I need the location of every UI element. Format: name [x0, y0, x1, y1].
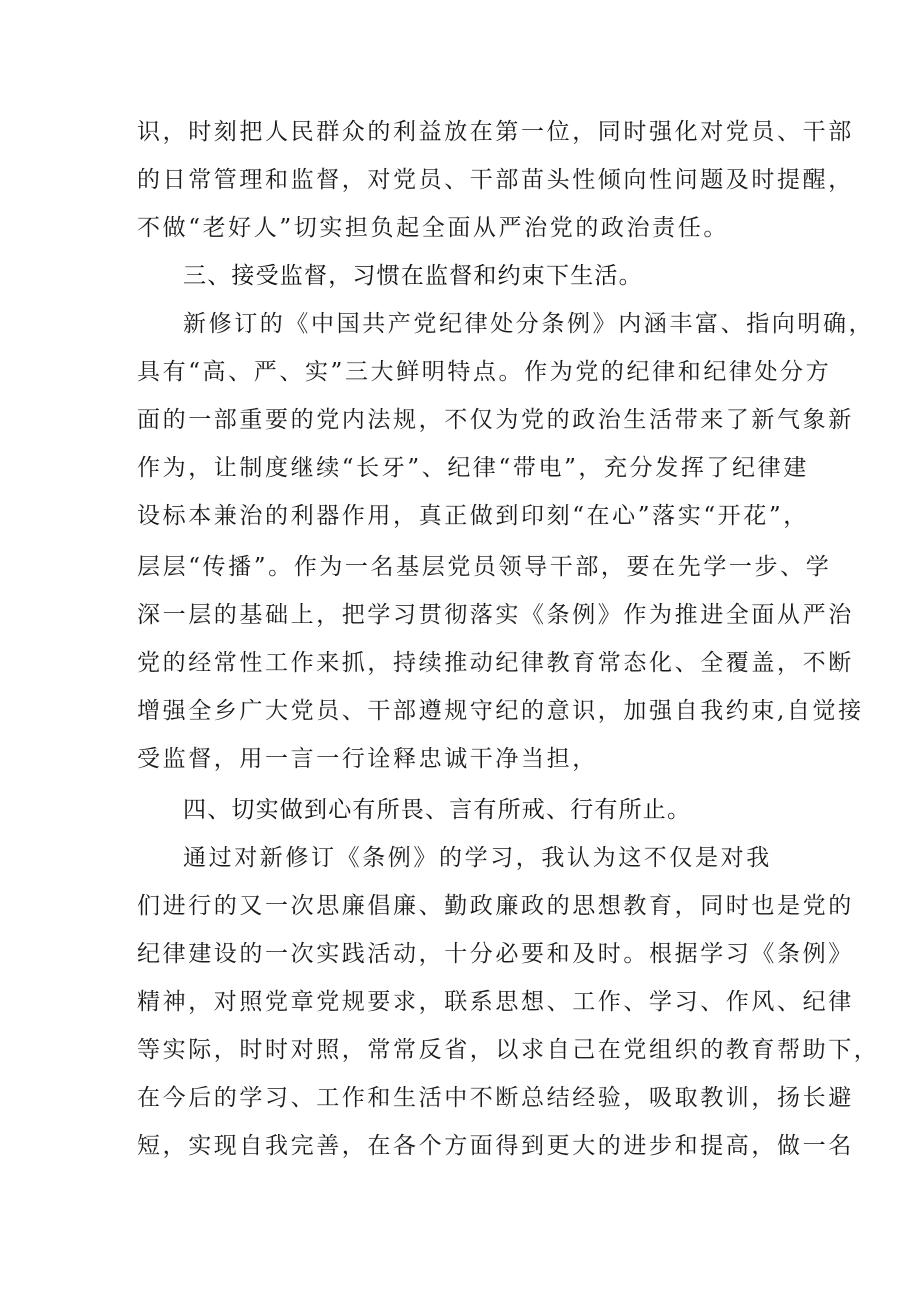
body-text-line: 作为，让制度继续“长牙”、纪律“带电”，充分发挥了纪律建 — [137, 455, 809, 481]
body-text-line: 在今后的学习、工作和生活中不断总结经验，吸取教训，扬长避 — [137, 1085, 854, 1111]
body-text-line: 等实际，时时对照，常常反省，以求自己在党组织的教育帮助下， — [137, 1037, 880, 1063]
body-text-line: 精神，对照党章党规要求，联系思想、工作、学习、作风、纪律 — [137, 989, 854, 1015]
body-text-line: 短，实现自我完善，在各个方面得到更大的进步和提高，做一名 — [137, 1133, 854, 1159]
body-text-line: 们进行的又一次思廉倡廉、勤政廉政的思想教育，同时也是党的 — [137, 893, 854, 919]
body-text-line: 的日常管理和监督，对党员、干部苗头性倾向性问题及时提醒， — [137, 167, 854, 193]
body-text-line: 具有“高、严、实”三大鲜明特点。作为党的纪律和纪律处分方 — [137, 359, 832, 385]
body-text-line: 层层“传播”。作为一名基层党员领导干部，要在先学一步、学 — [137, 554, 832, 580]
body-text-line: 设标本兼治的利器作用，真正做到印刻“在心”落实“开花”， — [137, 503, 809, 529]
body-text-line: 面的一部重要的党内法规，不仅为党的政治生活带来了新气象新 — [137, 407, 854, 433]
body-text-line: 识，时刻把人民群众的利益放在第一位，同时强化对党员、干部 — [137, 119, 854, 145]
body-text-line: 深一层的基础上，把学习贯彻落实《条例》作为推进全面从严治 — [137, 602, 854, 628]
section-heading-4: 四、切实做到心有所畏、言有所戒、行有所止。 — [183, 797, 692, 823]
section-heading-3: 三、接受监督，习惯在监督和约束下生活。 — [183, 263, 643, 289]
body-text-line: 党的经常性工作来抓，持续推动纪律教育常态化、全覆盖，不断 — [137, 650, 854, 676]
body-text-line: 纪律建设的一次实践活动，十分必要和及时。根据学习《条例》 — [137, 941, 854, 967]
body-text-line: 通过对新修订《条例》的学习，我认为这不仅是对我 — [183, 845, 772, 871]
body-text-line: 不做“老好人”切实担负起全面从严治党的政治责任。 — [137, 215, 729, 241]
body-text-line: 受监督，用一言一行诠释忠诚干净当担， — [137, 746, 598, 772]
body-text-line: 增强全乡广大党员、干部遵规守纪的意识，加强自我约束,自觉接 — [137, 698, 864, 724]
body-text-line: 新修订的《中国共产党纪律处分条例》内涵丰富、指向明确， — [183, 311, 875, 337]
